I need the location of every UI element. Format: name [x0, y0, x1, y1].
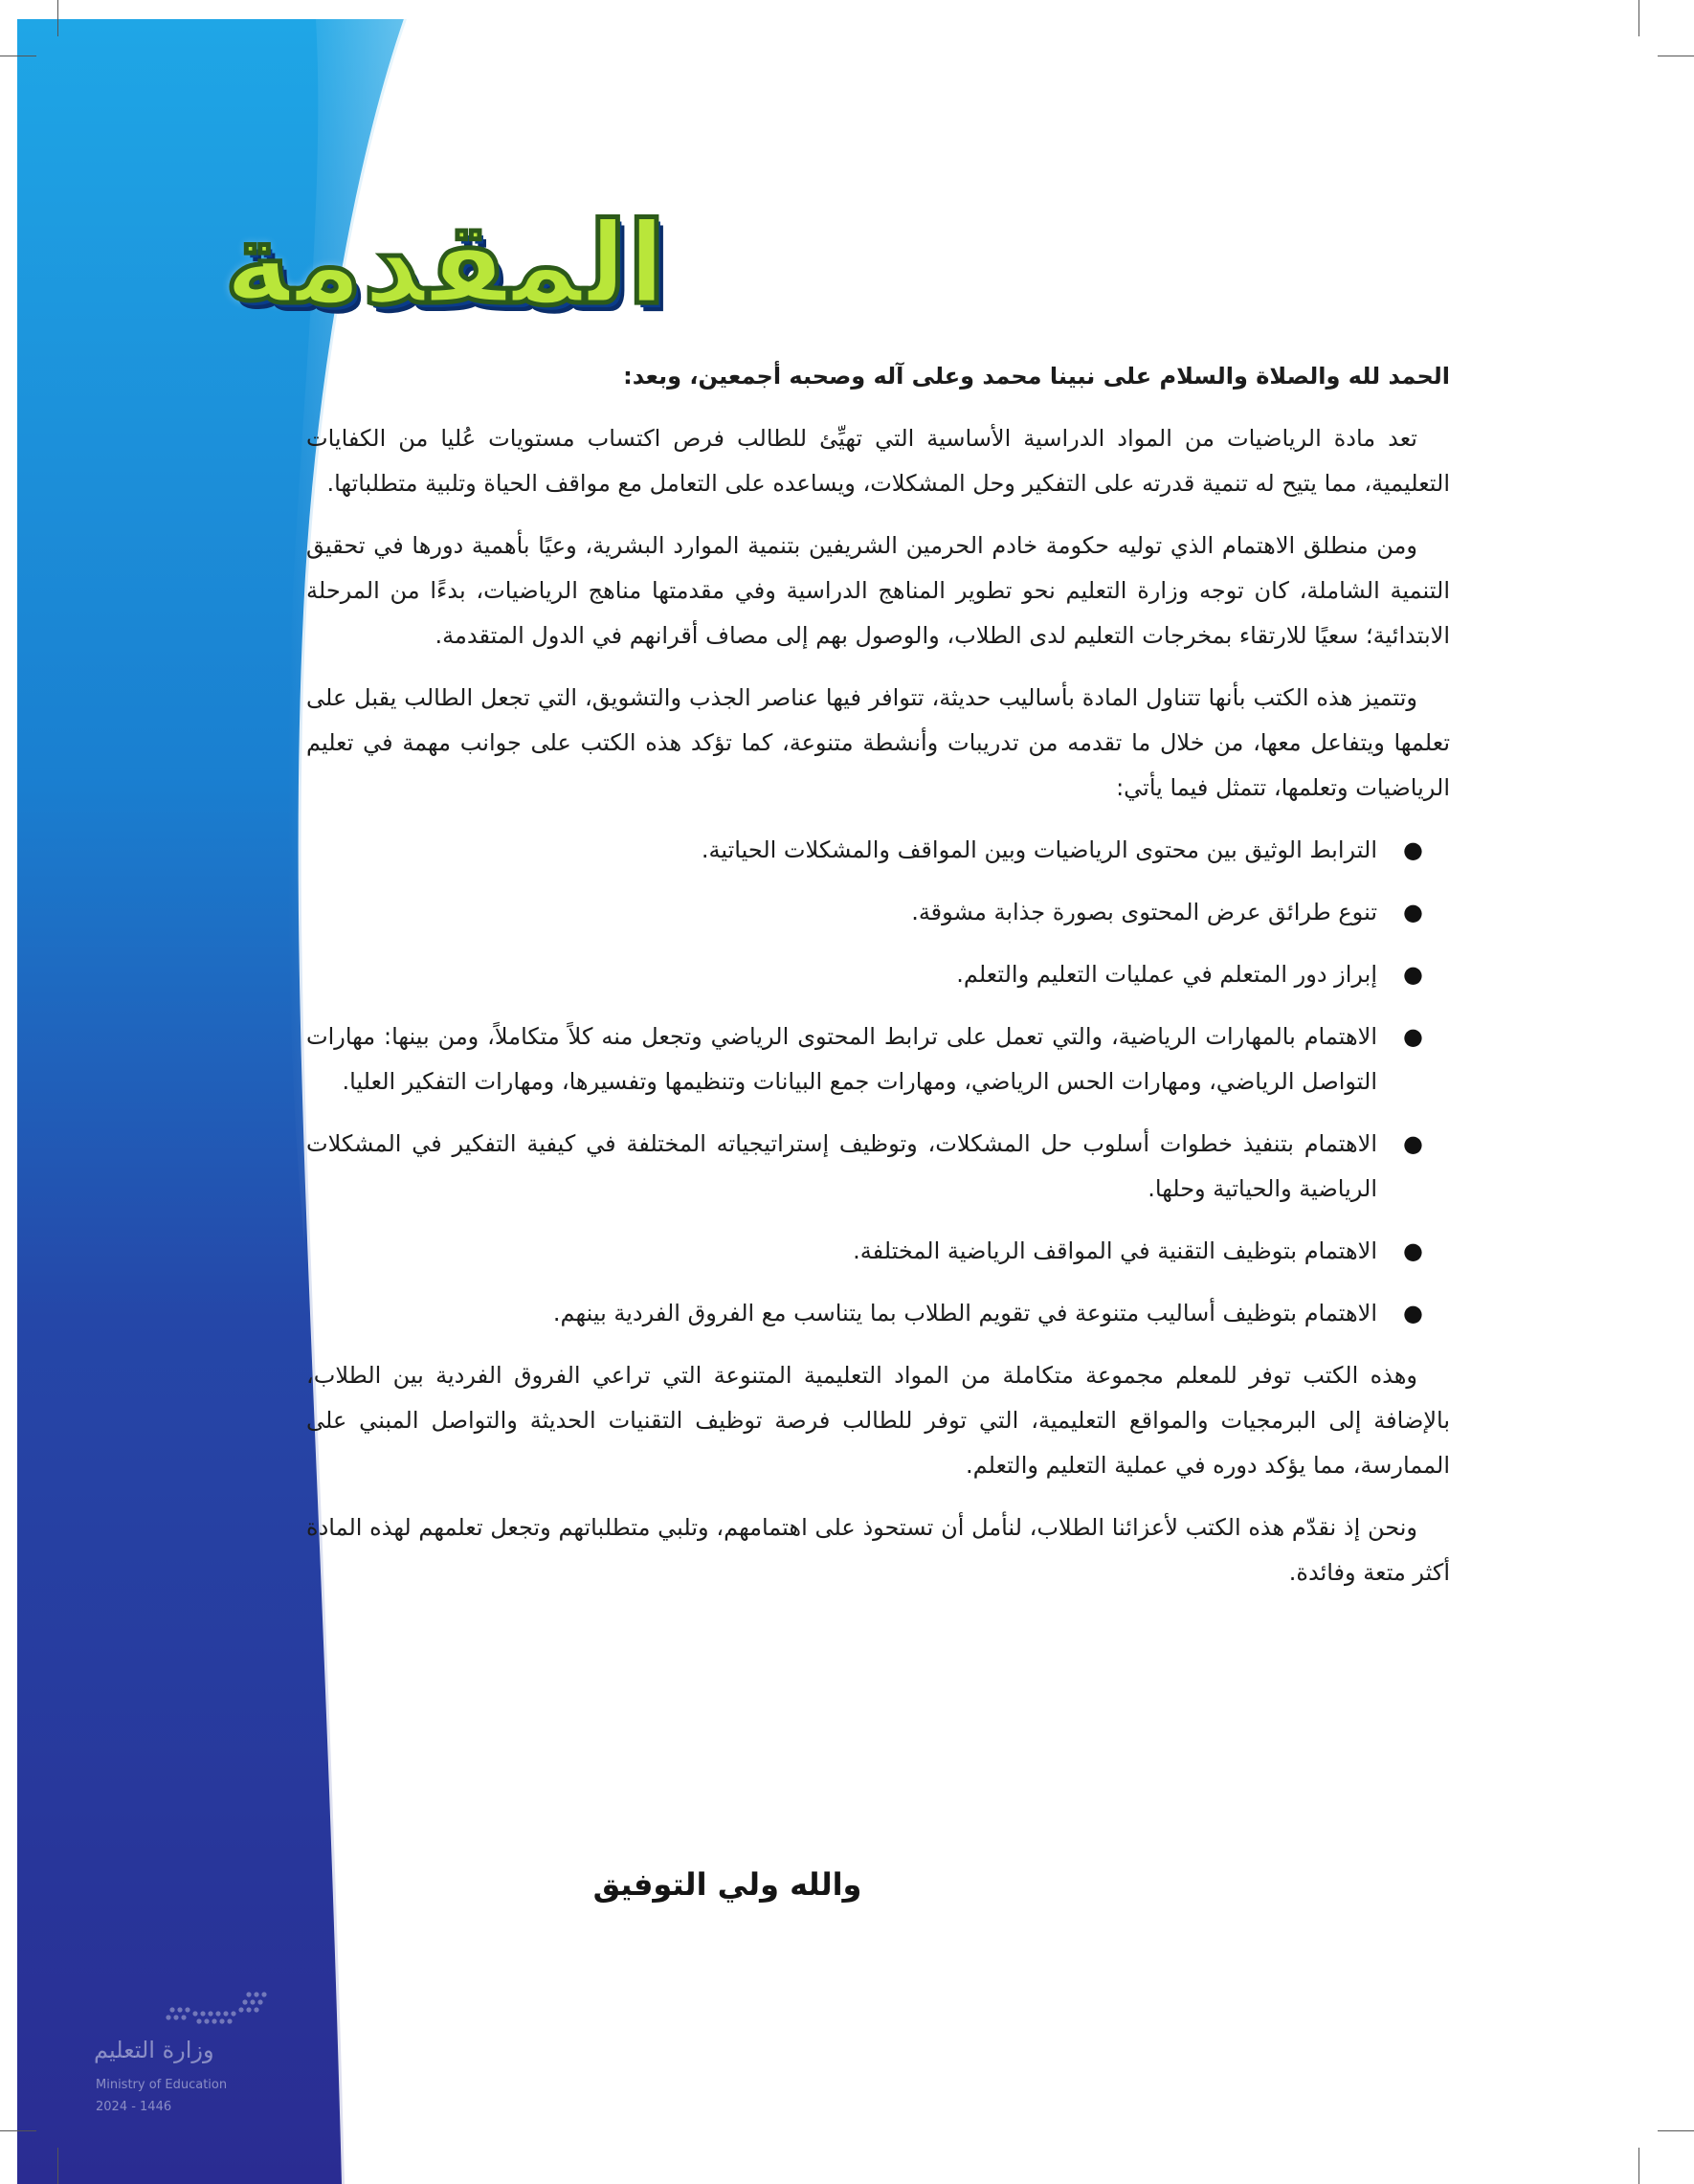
bullet-icon: ●: [1403, 836, 1423, 863]
paragraph: وتتميز هذه الكتب بأنها تتناول المادة بأساليب حديثة، تتوافر فيها عناصر الجذب والتشويق، التي تجعل الطالب يقبل على تعلمها ويتفاعل معها، من خلال ما تقدمه من تدريبات وأنشطة متنوعة، كما تؤكد هذه الكتب على جوانب مهمة في تعليم الرياضيات وتعلمها، تتمثل فيما يأتي:: [306, 684, 1450, 801]
document-body: [306, 354, 1450, 1613]
crop-mark: [57, 0, 58, 36]
crop-mark: [1638, 0, 1639, 36]
list-item-text: الاهتمام بالمهارات الرياضية، والتي تعمل على ترابط المحتوى الرياضي وتجعل منه كلاً متكاملاً، ومن بينها: مهارات التواصل الرياضي، ومهارات الحس الرياضي، ومهارات جمع البيانات وتنظيمها وتفسيرها، ومهارات التفكير العليا.: [306, 1023, 1377, 1095]
bullet-icon: ●: [1403, 1130, 1423, 1157]
bullet-icon: ●: [1403, 899, 1423, 925]
closing-line: والله ولي التوفيق: [592, 1866, 862, 1903]
ministry-logo: [94, 1989, 276, 2123]
list-item-text: الاهتمام بتوظيف التقنية في المواقف الرياضية المختلفة.: [853, 1237, 1377, 1264]
logo-english-text: Ministry of Education: [96, 2078, 228, 2092]
bullet-icon: ●: [1403, 961, 1423, 988]
page-title: المقدمة: [224, 197, 666, 329]
list-item: [306, 1229, 1450, 1274]
crop-mark: [0, 2130, 36, 2131]
list-item-text: الترابط الوثيق بين محتوى الرياضيات وبين المواقف والمشكلات الحياتية.: [701, 836, 1377, 863]
crop-mark: [57, 2148, 58, 2184]
list-item-text: تنوع طرائق عرض المحتوى بصورة جذابة مشوقة.: [911, 899, 1377, 925]
list-item: [306, 890, 1450, 935]
features-list: [306, 828, 1450, 1336]
list-item-text: الاهتمام بتنفيذ خطوات أسلوب حل المشكلات، وتوظيف إستراتيجياته المختلفة في كيفية التفكير في المشكلات الرياضية والحياتية وحلها.: [306, 1130, 1377, 1202]
logo-arabic-text: وزارة التعليم: [94, 2037, 214, 2063]
list-item: [306, 828, 1450, 873]
greeting-paragraph: الحمد لله والصلاة والسلام على نبينا محمد وعلى آله وصحبه أجمعين، وبعد:: [623, 363, 1450, 390]
logo-year-text: 2024 - 1446: [96, 2100, 172, 2114]
paragraph: وهذه الكتب توفر للمعلم مجموعة متكاملة من المواد التعليمية المتنوعة التي تراعي الفروق الفردية بين الطلاب، بالإضافة إلى البرمجيات والمواقع التعليمية، التي توفر للطالب فرصة توظيف التقنيات الحديثة والتواصل المبني على الممارسة، مما يؤكد دوره في عملية التعليم والتعلم.: [306, 1362, 1450, 1479]
list-item: [306, 1291, 1450, 1336]
paragraph: تعد مادة الرياضيات من المواد الدراسية الأساسية التي تهيِّئ للطالب فرص اكتساب مستويات عُليا من الكفايات التعليمية، مما يتيح له تنمية قدرته على التفكير وحل المشكلات، ويساعده على التعامل مع مواقف الحياة وتلبية متطلباتها.: [306, 425, 1450, 497]
list-item-text: الاهتمام بتوظيف أساليب متنوعة في تقويم الطلاب بما يتناسب مع الفروق الفردية بينهم.: [552, 1300, 1377, 1326]
list-item-text: إبراز دور المتعلم في عمليات التعليم والتعلم.: [956, 961, 1377, 988]
paragraph: ونحن إذ نقدّم هذه الكتب لأعزائنا الطلاب، لنأمل أن تستحوذ على اهتمامهم، وتلبي متطلباتهم وتجعل تعلمهم لهذه المادة أكثر متعة وفائدة.: [306, 1514, 1450, 1586]
list-item: [306, 1122, 1450, 1212]
crop-mark: [1658, 2130, 1694, 2131]
bullet-icon: ●: [1403, 1023, 1423, 1050]
dots-logo-icon: [163, 1989, 276, 2029]
crop-mark: [1638, 2148, 1639, 2184]
bullet-icon: ●: [1403, 1300, 1423, 1326]
list-item: [306, 1014, 1450, 1104]
paragraph: ومن منطلق الاهتمام الذي توليه حكومة خادم الحرمين الشريفين بتنمية الموارد البشرية، وعيًا بأهمية دورها في تحقيق التنمية الشاملة، كان توجه وزارة التعليم نحو تطوير المناهج الدراسية وفي مقدمتها مناهج الرياضيات، بدءًا من المرحلة الابتدائية؛ سعيًا للارتقاء بمخرجات التعليم لدى الطلاب، والوصول بهم إلى مصاف أقرانهم في الدول المتقدمة.: [306, 532, 1450, 649]
bullet-icon: ●: [1403, 1237, 1423, 1264]
list-item: [306, 952, 1450, 997]
